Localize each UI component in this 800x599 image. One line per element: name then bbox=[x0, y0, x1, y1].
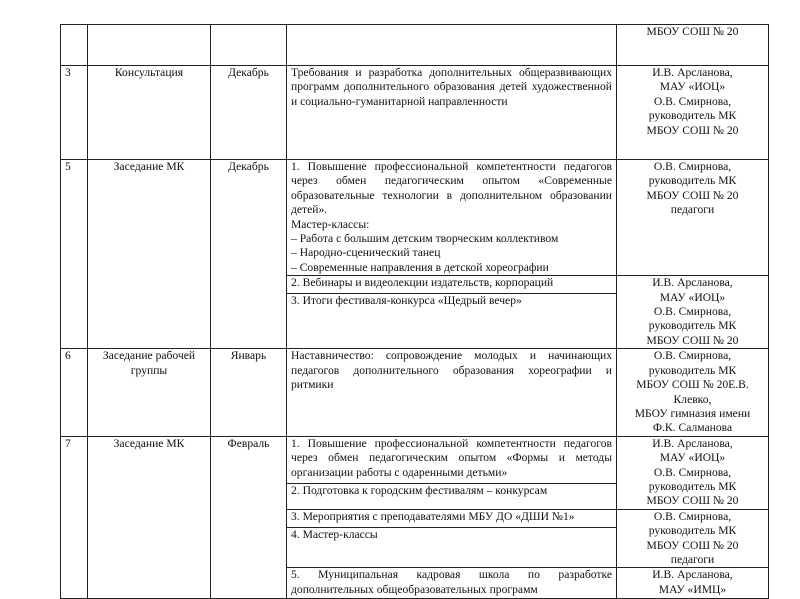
topic-cell: 3. Итоги фестиваля-конкурса «Щедрый вечер» bbox=[287, 293, 617, 348]
resp-line: О.В. Смирнова, bbox=[653, 465, 732, 479]
resp-cell bbox=[617, 436, 769, 509]
resp-line: О.В. Смирнова, bbox=[653, 94, 732, 108]
month-cell: Декабрь bbox=[211, 160, 287, 349]
topic-cell: 5. Муниципальная кадровая школа по разработке дополнительных общеобразовательных программ bbox=[287, 568, 617, 599]
topic-cell: 2. Подготовка к городским фестивалям – конкурсам bbox=[287, 484, 617, 510]
resp-line: О.В. Смирнова, bbox=[653, 160, 732, 173]
num-cell: 5 bbox=[61, 160, 88, 349]
num-cell: 3 bbox=[61, 66, 88, 160]
resp-line: руководитель МК bbox=[648, 174, 737, 188]
resp-line: МБОУ гимназия имени bbox=[634, 406, 751, 420]
table-row bbox=[61, 66, 769, 160]
form-cell: Заседание МК bbox=[88, 436, 211, 599]
topic-cell bbox=[287, 160, 617, 276]
num-cell: 6 bbox=[61, 349, 88, 436]
resp-line: МБОУ СОШ № 20 bbox=[646, 188, 739, 202]
num-cell: 7 bbox=[61, 436, 88, 599]
table-row bbox=[61, 349, 769, 436]
resp-line: Клевко, bbox=[673, 392, 712, 406]
resp-line: И.В. Арсланова, bbox=[652, 436, 733, 450]
resp-line: МБОУ СОШ № 20 bbox=[646, 123, 739, 137]
resp-line: О.В. Смирнова, bbox=[653, 305, 732, 319]
resp-line: И.В. Арсланова, bbox=[652, 66, 733, 79]
resp-line: МБОУ СОШ № 20 bbox=[646, 494, 739, 508]
resp-line: МБОУ СОШ № 20 bbox=[646, 333, 739, 347]
resp-line: руководитель МК bbox=[648, 524, 737, 538]
resp-line: МБОУ СОШ № 20Е.В. bbox=[636, 378, 749, 392]
resp-cell bbox=[617, 276, 769, 349]
month-cell: Февраль bbox=[211, 436, 287, 599]
resp-line: Ф.К. Салманова bbox=[652, 421, 733, 435]
resp-cell: МБОУ СОШ № 20 bbox=[617, 25, 769, 66]
form-cell: Заседание МК bbox=[88, 160, 211, 349]
topic-item: 1. Повышение профессиональной компетентности педагогов через обмен педагогическим опытом «Современные образовательные технологии в дополнительном образовании детей». bbox=[291, 160, 612, 217]
resp-line: руководитель МК bbox=[648, 479, 737, 493]
resp-line: И.В. Арсланова, bbox=[652, 276, 733, 290]
resp-cell bbox=[617, 509, 769, 568]
table-row bbox=[61, 25, 769, 66]
resp-line: педагоги bbox=[670, 552, 715, 566]
resp-line: МАУ «ИОЦ» bbox=[659, 80, 726, 94]
resp-cell bbox=[617, 568, 769, 599]
resp-cell bbox=[617, 66, 769, 160]
topic-cell bbox=[287, 25, 617, 66]
table-row bbox=[61, 160, 769, 276]
form-cell: Консультация bbox=[88, 66, 211, 160]
resp-line: МАУ «ИМЦ» bbox=[658, 582, 727, 596]
masterclass-item: – Современные направления в детской хореографии bbox=[291, 260, 549, 274]
resp-cell bbox=[617, 349, 769, 436]
resp-line: И.В. Арсланова, bbox=[652, 568, 733, 582]
plan-table bbox=[60, 24, 769, 599]
resp-line: руководитель МК bbox=[648, 109, 737, 123]
resp-line: педагоги bbox=[670, 203, 715, 217]
topic-cell: Наставничество: сопровождение молодых и начинающих педагогов дополнительного образования хореографии и ритмики bbox=[287, 349, 617, 436]
masterclass-item: – Народно-сценический танец bbox=[291, 246, 441, 260]
topic-cell: 3. Мероприятия с преподавателями МБУ ДО «ДШИ №1» bbox=[287, 509, 617, 527]
topic-cell: 1. Повышение профессиональной компетентности педагогов через обмен педагогическим опытом «Формы и методы организации работы с одаренными детьми» bbox=[287, 436, 617, 483]
month-cell: Декабрь bbox=[211, 66, 287, 160]
table-row bbox=[61, 436, 769, 483]
resp-line: руководитель МК bbox=[648, 363, 737, 377]
resp-line: МАУ «ИОЦ» bbox=[659, 290, 726, 304]
form-cell bbox=[88, 25, 211, 66]
month-cell bbox=[211, 25, 287, 66]
masterclasses-label: Мастер-классы: bbox=[291, 217, 370, 231]
topic-cell: 4. Мастер-классы bbox=[287, 527, 617, 568]
num-cell bbox=[61, 25, 88, 66]
topic-cell: 2. Вебинары и видеолекции издательств, корпораций bbox=[287, 276, 617, 294]
resp-cell bbox=[617, 160, 769, 276]
masterclass-item: – Работа с большим детским творческим коллективом bbox=[291, 232, 559, 246]
form-cell: Заседание рабочей группы bbox=[88, 349, 211, 436]
topic-cell: Требования и разработка дополнительных общеразвивающих программ дополнительного образования детей художественной и социально-гуманитарной направленности bbox=[287, 66, 617, 160]
resp-line: МБОУ СОШ № 20 bbox=[646, 538, 739, 552]
month-cell: Январь bbox=[211, 349, 287, 436]
resp-line: МАУ «ИОЦ» bbox=[659, 451, 726, 465]
resp-line: О.В. Смирнова, bbox=[653, 509, 732, 523]
resp-line: О.В. Смирнова, bbox=[653, 349, 732, 363]
resp-line: руководитель МК bbox=[648, 319, 737, 333]
